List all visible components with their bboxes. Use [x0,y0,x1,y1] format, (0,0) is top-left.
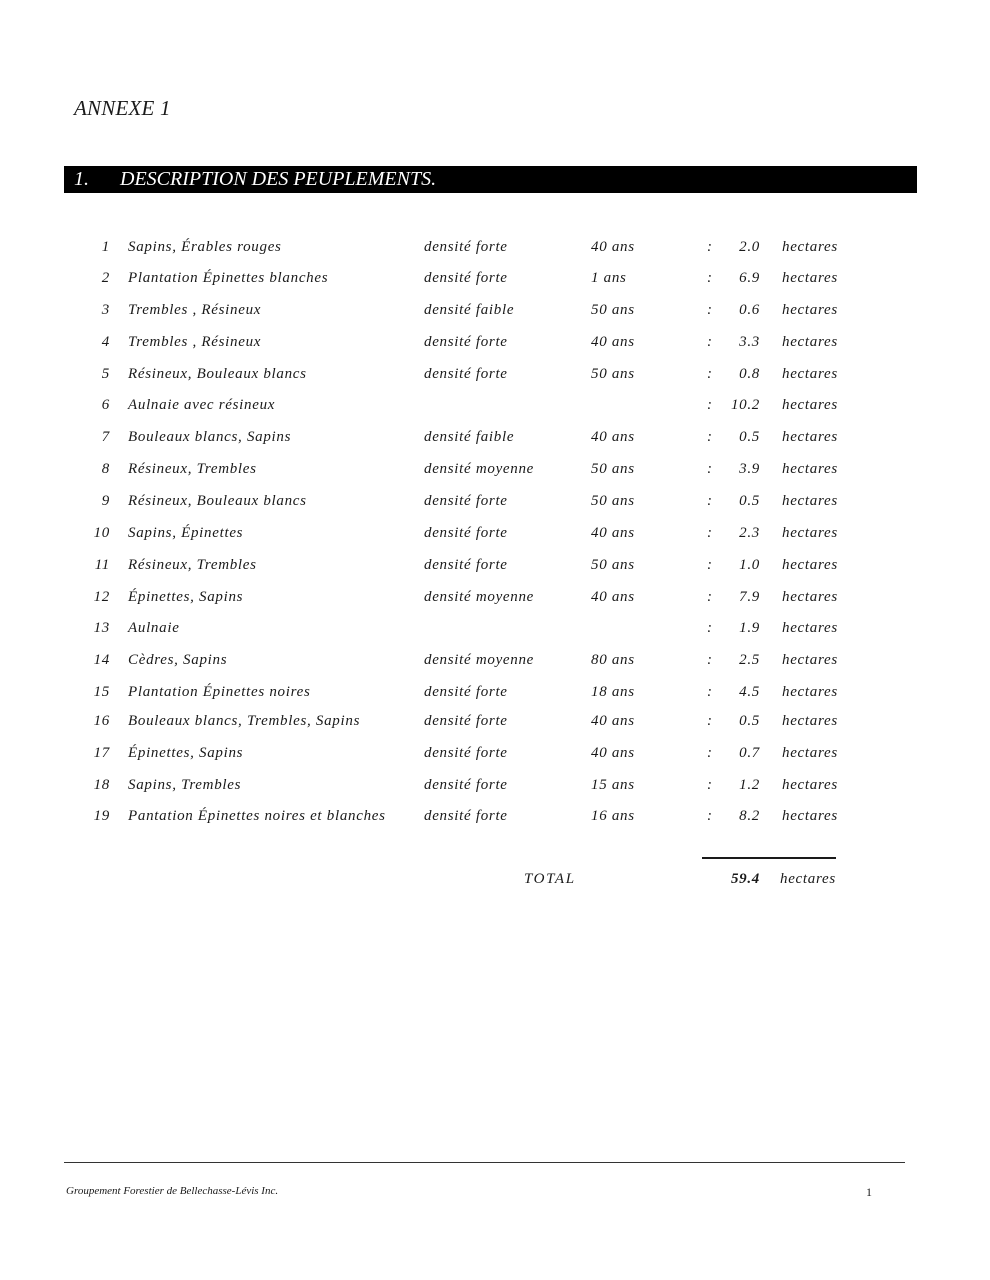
table-row [0,429,990,453]
stand-area: 0.5 [739,713,760,729]
stand-description: Aulnaie avec résineux [128,397,276,413]
stand-age: 40 ans [591,589,635,605]
stand-age: 40 ans [591,525,635,541]
stand-area: 0.7 [739,745,760,761]
stand-description: Résineux, Trembles [128,557,257,573]
stand-number: 5 [101,366,110,382]
stand-area: 7.9 [739,589,760,605]
stand-age: 50 ans [591,557,635,573]
stand-separator: : [707,777,713,793]
stand-separator: : [707,652,713,668]
stand-area: 8.2 [739,808,760,824]
stand-unit: hectares [782,745,838,761]
stand-age: 50 ans [591,302,635,318]
table-row [0,493,990,517]
stand-description: Épinettes, Sapins [128,745,244,761]
table-row [0,557,990,581]
stand-unit: hectares [782,302,838,318]
stand-number: 6 [101,397,110,413]
stand-area: 4.5 [739,684,760,700]
stand-separator: : [707,713,713,729]
stand-number: 9 [101,493,110,509]
stand-area: 3.9 [739,461,760,477]
table-row [0,397,990,421]
stand-unit: hectares [782,589,838,605]
stand-area: 3.3 [739,334,760,350]
stand-number: 1 [101,239,110,255]
stand-separator: : [707,745,713,761]
stand-description: Trembles , Résineux [128,334,262,350]
stand-density: densité forte [424,684,508,700]
stand-separator: : [707,366,713,382]
total-rule [702,857,836,859]
stand-separator: : [707,461,713,477]
stand-description: Aulnaie [128,620,180,636]
table-row [0,652,990,676]
stand-density: densité forte [424,745,508,761]
page-number: 1 [866,1185,872,1199]
stand-age: 50 ans [591,461,635,477]
table-row [0,270,990,294]
total-unit: hectares [780,871,836,887]
stand-description: Épinettes, Sapins [128,589,244,605]
table-row [0,302,990,326]
stand-separator: : [707,397,713,413]
footer-organization: Groupement Forestier de Bellechasse-Lévis Inc. [66,1185,279,1197]
stand-unit: hectares [782,557,838,573]
section-number: 1. [74,168,89,190]
stand-number: 19 [93,808,110,824]
stand-unit: hectares [782,366,838,382]
stand-density: densité forte [424,239,508,255]
stand-number: 16 [93,713,110,729]
stand-description: Trembles , Résineux [128,302,262,318]
total-row [0,871,990,895]
stand-area: 1.2 [739,777,760,793]
stand-unit: hectares [782,397,838,413]
stand-density: densité faible [424,302,515,318]
footer-rule [64,1162,905,1163]
stand-density: densité moyenne [424,652,535,668]
stand-separator: : [707,589,713,605]
table-row [0,713,990,737]
stand-separator: : [707,684,713,700]
stand-unit: hectares [782,334,838,350]
stand-unit: hectares [782,777,838,793]
stand-description: Sapins, Épinettes [128,525,244,541]
stand-age: 40 ans [591,745,635,761]
stand-density: densité forte [424,366,508,382]
stand-density: densité forte [424,270,508,286]
stand-density: densité forte [424,525,508,541]
stand-unit: hectares [782,713,838,729]
table-row [0,334,990,358]
stand-description: Pantation Épinettes noires et blanches [128,808,386,824]
stand-age: 50 ans [591,493,635,509]
stand-area: 6.9 [739,270,760,286]
stand-description: Résineux, Bouleaux blancs [128,366,307,382]
stand-density: densité moyenne [424,461,535,477]
stand-number: 12 [93,589,110,605]
stand-density: densité faible [424,429,515,445]
stand-density: densité forte [424,557,508,573]
stand-description: Plantation Épinettes blanches [128,270,329,286]
stand-density: densité forte [424,713,508,729]
stand-area: 2.0 [739,239,760,255]
stand-unit: hectares [782,429,838,445]
stand-area: 2.3 [739,525,760,541]
stand-unit: hectares [782,461,838,477]
stand-area: 0.5 [739,429,760,445]
stand-age: 40 ans [591,429,635,445]
table-row [0,461,990,485]
stand-separator: : [707,239,713,255]
stand-separator: : [707,429,713,445]
stand-description: Sapins, Trembles [128,777,242,793]
stand-description: Cèdres, Sapins [128,652,228,668]
stand-number: 2 [101,270,110,286]
stand-unit: hectares [782,525,838,541]
stand-density: densité forte [424,493,508,509]
stand-description: Bouleaux blancs, Sapins [128,429,292,445]
stand-number: 14 [93,652,110,668]
stand-number: 15 [93,684,110,700]
table-row [0,239,990,263]
table-row [0,684,990,708]
stand-separator: : [707,808,713,824]
stand-age: 40 ans [591,334,635,350]
stand-age: 16 ans [591,808,635,824]
stand-unit: hectares [782,270,838,286]
stand-unit: hectares [782,620,838,636]
stand-unit: hectares [782,684,838,700]
stand-area: 0.8 [739,366,760,382]
stand-unit: hectares [782,808,838,824]
table-row [0,777,990,801]
stand-separator: : [707,525,713,541]
total-value: 59.4 [730,871,760,887]
stand-area: 0.5 [739,493,760,509]
stand-separator: : [707,620,713,636]
stand-unit: hectares [782,239,838,255]
stand-number: 17 [93,745,110,761]
stand-density: densité forte [424,334,508,350]
table-row [0,808,990,832]
stand-number: 13 [93,620,110,636]
table-row [0,745,990,769]
stand-age: 80 ans [591,652,635,668]
stand-number: 3 [101,302,110,318]
stand-area: 1.0 [739,557,760,573]
stand-density: densité moyenne [424,589,535,605]
stand-age: 40 ans [591,239,635,255]
table-row [0,366,990,390]
annex-title: ANNEXE 1 [74,96,171,120]
stand-number: 11 [94,557,110,573]
stand-age: 40 ans [591,713,635,729]
section-heading-bar [64,166,917,193]
stand-separator: : [707,302,713,318]
table-row [0,525,990,549]
stand-density: densité forte [424,808,508,824]
stand-area: 1.9 [739,620,760,636]
stand-age: 1 ans [591,270,627,286]
stand-separator: : [707,557,713,573]
stand-number: 7 [101,429,110,445]
stand-separator: : [707,493,713,509]
section-title: DESCRIPTION DES PEUPLEMENTS. [120,168,437,190]
stand-description: Sapins, Érables rouges [128,239,282,255]
stand-description: Résineux, Bouleaux blancs [128,493,307,509]
stand-age: 18 ans [591,684,635,700]
stand-density: densité forte [424,777,508,793]
table-row [0,620,990,644]
stand-description: Bouleaux blancs, Trembles, Sapins [128,713,361,729]
stand-description: Plantation Épinettes noires [128,684,311,700]
stand-number: 4 [101,334,110,350]
stand-separator: : [707,270,713,286]
stand-number: 10 [93,525,110,541]
stand-area: 2.5 [739,652,760,668]
stand-number: 18 [93,777,110,793]
table-row [0,589,990,613]
stand-number: 8 [101,461,110,477]
stand-age: 15 ans [591,777,635,793]
stand-area: 0.6 [739,302,760,318]
stand-description: Résineux, Trembles [128,461,257,477]
total-label: TOTAL [524,871,576,887]
stand-separator: : [707,334,713,350]
stand-unit: hectares [782,493,838,509]
stand-area: 10.2 [730,397,760,413]
stand-age: 50 ans [591,366,635,382]
stand-unit: hectares [782,652,838,668]
